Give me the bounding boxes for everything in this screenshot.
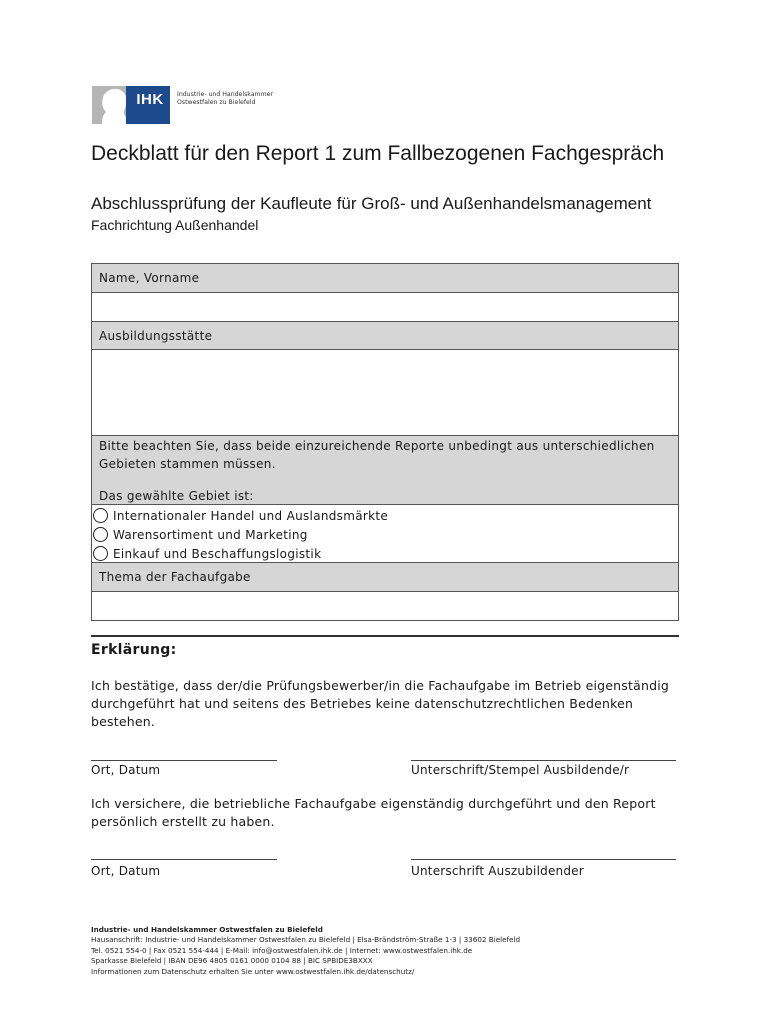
footer-bank: Sparkasse Bielefeld | IBAN DE96 4805 0161 0000 0104 88 | BIC SPBIDE3BXXX — [91, 956, 373, 966]
footer-org: Industrie- und Handelskammer Ostwestfalen zu Bielefeld — [91, 925, 323, 934]
trainee-signature-label: Unterschrift Auszubildender — [411, 864, 584, 878]
ihk-logo — [92, 86, 272, 124]
radio-button-icon[interactable] — [93, 508, 108, 523]
option-assortment-marketing[interactable] — [92, 525, 678, 544]
org-name: Industrie- und Handelskammer Ostwestfalen zu Bielefeld — [177, 91, 273, 106]
area-options — [92, 505, 678, 563]
option-procurement-logistics[interactable] — [92, 544, 678, 563]
trainee-declaration-text: Ich versichere, die betriebliche Fachaufgabe eigenständig durchgeführt und den Report persönlich erstellt zu haben. — [91, 796, 656, 829]
topic-field[interactable] — [92, 592, 678, 621]
topic-label: Thema der Fachaufgabe — [92, 563, 678, 592]
name-label: Name, Vorname — [92, 264, 678, 293]
footer — [91, 925, 520, 977]
footer-privacy: Informationen zum Datenschutz erhalten Sie unter www.ostwestfalen.ihk.de/datenschutz/ — [91, 966, 415, 976]
company-signature-label: Unterschrift/Stempel Ausbildende/r — [411, 763, 630, 777]
company-signature-line[interactable] — [411, 760, 676, 761]
trainee-signature-line[interactable] — [411, 859, 676, 860]
declaration-heading: Erklärung: — [91, 642, 177, 658]
specialization: Fachrichtung Außenhandel — [91, 217, 259, 233]
option-label: Internationaler Handel und Auslandsmärkte — [113, 508, 389, 523]
option-label: Einkauf und Beschaffungslogistik — [113, 546, 322, 561]
section-divider — [91, 635, 679, 637]
area-note — [92, 436, 678, 505]
option-label: Warensortiment und Marketing — [113, 527, 308, 542]
radio-button-icon[interactable] — [93, 546, 108, 561]
option-international-trade[interactable] — [92, 506, 678, 525]
ihk-mark: IHK — [126, 86, 170, 124]
company-field[interactable] — [92, 350, 678, 436]
company-declaration-text: Ich bestätige, dass der/die Prüfungsbewerber/in die Fachaufgabe im Betrieb eigenständig durchgeführt hat und seitens des Betriebes keine datenschutzrechtlichen Bedenken bestehen. — [91, 678, 670, 729]
exam-title: Abschlussprüfung der Kaufleute für Groß- und Außenhandelsmanagement — [91, 194, 652, 213]
place-date-label-1: Ort, Datum — [91, 763, 161, 777]
place-date-line-2[interactable] — [91, 859, 277, 860]
company-label: Ausbildungsstätte — [92, 322, 678, 350]
place-date-label-2: Ort, Datum — [91, 864, 161, 878]
place-date-line-1[interactable] — [91, 760, 277, 761]
cover-form — [91, 263, 679, 621]
radio-button-icon[interactable] — [93, 527, 108, 542]
area-label: Das gewählte Gebiet ist: — [99, 489, 254, 503]
footer-address: Hausanschrift: Industrie- und Handelskammer Ostwestfalen zu Bielefeld | Elsa-Brändström-Straße 1-3 | 33602 Bielefeld — [91, 935, 521, 945]
page-title: Deckblatt für den Report 1 zum Fallbezogenen Fachgespräch — [91, 142, 665, 165]
footer-contact: Tel. 0521 554-0 | Fax 0521 554-444 | E-Mail: info@ostwestfalen.ihk.de | Internet: www.ostwestfalen.ihk.de — [91, 945, 473, 955]
note-line-2: Gebieten stammen müssen. — [99, 457, 276, 471]
note-line-1: Bitte beachten Sie, dass beide einzureichende Reporte unbedingt aus unterschiedlichen — [99, 439, 655, 453]
name-field[interactable] — [92, 293, 678, 322]
